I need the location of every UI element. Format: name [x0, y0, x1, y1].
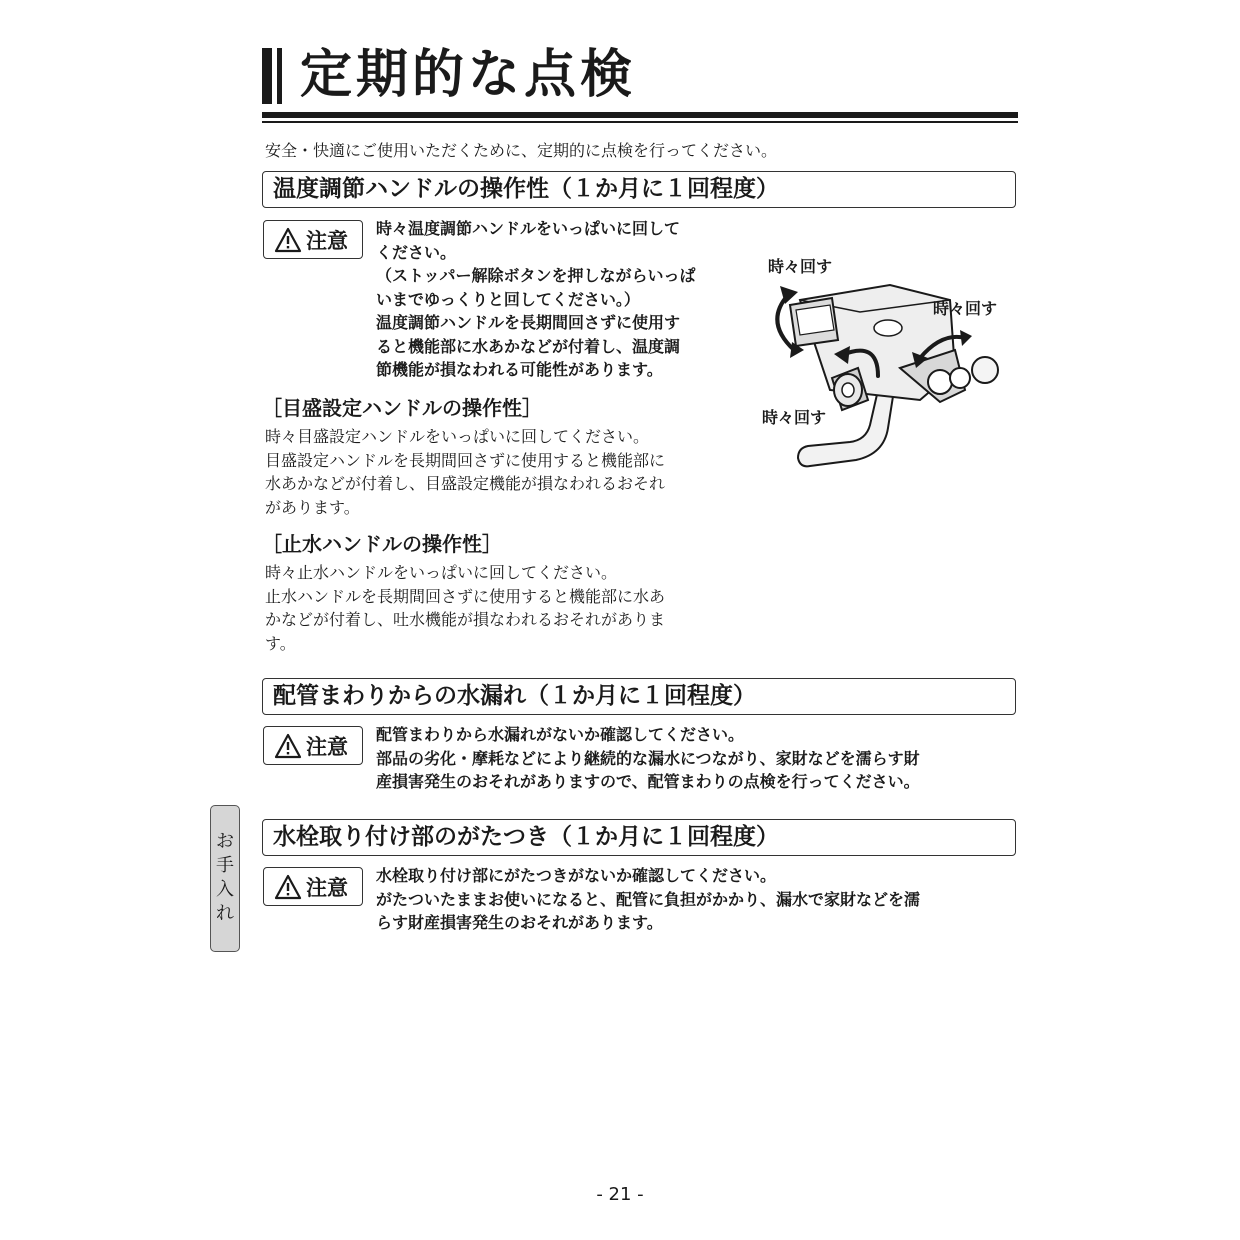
- title-bar-thick: [262, 48, 272, 104]
- caution-label: 注意: [306, 875, 348, 900]
- rotate-label-bottom: 時々回す: [762, 408, 827, 427]
- faucet-illustration: [760, 250, 1020, 480]
- title-bar-thin: [277, 48, 282, 104]
- title-rule-thin: [262, 121, 1018, 123]
- rotate-label-top: 時々回す: [768, 257, 833, 276]
- caution-badge: [263, 726, 363, 765]
- warning-triangle-icon: [274, 874, 302, 900]
- side-tab-maintenance: お 手 入 れ: [210, 805, 240, 952]
- warning-triangle-icon: [274, 227, 302, 253]
- section-heading-pipe-leak: 配管まわりからの水漏れ（１か月に１回程度）: [262, 678, 1016, 715]
- caution-text-mount-looseness: 水栓取り付け部にがたつきがないか確認してください。 がたついたままお使いになると、配管に負担がかかり、漏水で家財などを濡 らす財産損害発生のおそれがあります。: [376, 866, 921, 932]
- caution-text-pipe-leak: 配管まわりから水漏れがないか確認してください。 部品の劣化・摩耗などにより継続的な漏水につながり、家財などを濡らす財 産損害発生のおそれがありますので、配管まわりの点検を行ってください。: [376, 725, 920, 791]
- caution-label: 注意: [306, 734, 348, 759]
- subsection-text-dial: 時々目盛設定ハンドルをいっぱいに回してください。 目盛設定ハンドルを長期間回さずに使用すると機能部に 水あかなどが付着し、目盛設定機能が損なわれるおそれ があります。: [265, 427, 666, 517]
- section-heading-mount-looseness: 水栓取り付け部のがたつき（１か月に１回程度）: [262, 819, 1016, 856]
- subsection-heading-dial: ［目盛設定ハンドルの操作性］: [262, 396, 542, 420]
- caution-badge: [263, 867, 363, 906]
- faucet-icon: [760, 250, 1020, 480]
- intro-text: 安全・快適にご使用いただくために、定期的に点検を行ってください。: [265, 141, 778, 160]
- rotate-label-right: 時々回す: [933, 299, 998, 318]
- section-heading-temperature: 温度調節ハンドルの操作性（１か月に１回程度）: [262, 171, 1016, 208]
- subsection-heading-shutoff: ［止水ハンドルの操作性］: [262, 532, 502, 556]
- page-title: 定期的な点検: [300, 45, 637, 105]
- caution-label: 注意: [306, 228, 348, 253]
- subsection-text-shutoff: 時々止水ハンドルをいっぱいに回してください。 止水ハンドルを長期間回さずに使用すると機能部に水あ かなどが付着し、吐水機能が損なわれるおそれがありま す。: [265, 563, 666, 653]
- caution-text-temperature: 時々温度調節ハンドルをいっぱいに回して ください。 （ストッパー解除ボタンを押しながらいっぱ いまでゆっくりと回してください。） 温度調節ハンドルを長期間回さずに使用す ると機能部に水あかなどが付着し、温度調 節機能が損なわれる可能性があります。: [376, 219, 696, 379]
- warning-triangle-icon: [274, 733, 302, 759]
- page-number: - 21 -: [596, 1184, 644, 1205]
- caution-badge: [263, 220, 363, 259]
- title-rule-thick: [262, 112, 1018, 118]
